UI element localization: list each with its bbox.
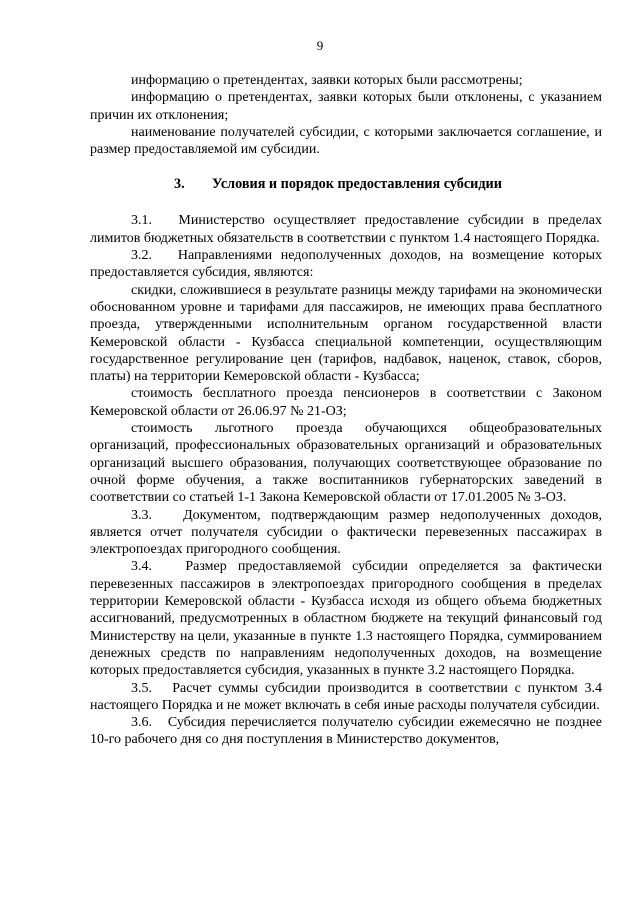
- paragraph: 3.3. Документом, подтверждающим размер недополученных доходов, является отчет получателя субсидии о фактически перевезенных пассажирах в электропоездах пригородного сообщения.: [90, 507, 602, 558]
- paragraph: 3.4. Размер предоставляемой субсидии определяется за фактически перевезенных пассажиров в электропоездах пригородного сообщения в пределах территории Кемеровской области - Кузбасса исходя из общего объема бюджетных ассигнований, предусмотренных в областном бюджете на текущий финансовый год Министерству на цели, указанные в пункте 1.3 настоящего Порядка, суммированием денежных средств по направлениям недополученных доходов, на возмещение которых предоставляется субсидия, указанных в пункте 3.2 настоящего Порядка.: [90, 559, 602, 679]
- page-number: 9: [316, 38, 324, 53]
- paragraph: скидки, сложившиеся в результате разницы между тарифами на экономически обоснованном уровне и тарифами для пассажиров, не имеющих права бесплатного проезда, утвержденными исполнительным органом государственной власти Кемеровской области - Кузбасса специальной компетенции, осуществляющим государственное регулирование цен (тарифов, надбавок, наценок, ставок, сборов, платы) на территории Кемеровской области - Кузбасса;: [90, 282, 602, 385]
- paragraph: информацию о претендентах, заявки которых были отклонены, с указанием причин их отклонения;: [90, 90, 602, 123]
- paragraph: 3.1. Министерство осуществляет предоставление субсидии в пределах лимитов бюджетных обязательств в соответствии с пунктом 1.4 настоящего Порядка.: [90, 213, 602, 246]
- paragraph: 3.5. Расчет суммы субсидии производится в соответствии с пунктом 3.4 настоящего Порядка и не может включать в себя иные расходы получателя субсидии.: [90, 680, 602, 713]
- section-heading: [90, 175, 602, 193]
- paragraph: 3.6. Субсидия перечисляется получателю субсидии ежемесячно не позднее 10-го рабочего дня со дня поступления в Министерство документов,: [90, 715, 602, 748]
- document-body: [90, 72, 602, 749]
- paragraph: 3.2. Направлениями недополученных доходов, на возмещение которых предоставляется субсидия, являются:: [90, 248, 602, 281]
- paragraph: стоимость льготного проезда обучающихся общеобразовательных организаций, профессиональных образовательных организаций и образовательных организаций высшего образования, получающих соответствующее образование по очной форме обучения, а также воспитанников губернаторских заведений в соответствии со статьей 1-1 Закона Кемеровской области от 17.01.2005 № 3-ОЗ.: [90, 421, 602, 506]
- paragraph: информацию о претендентах, заявки которых были рассмотрены;: [131, 73, 523, 88]
- paragraph: стоимость бесплатного проезда пенсионеров в соответствии с Законом Кемеровской области от 26.06.97 № 21-ОЗ;: [90, 386, 602, 419]
- section-number: 3.: [174, 176, 185, 193]
- section-title: Условия и порядок предоставления субсидии: [212, 176, 502, 193]
- paragraph: наименование получателей субсидии, с которыми заключается соглашение, и размер предоставляемой им субсидии.: [90, 124, 602, 158]
